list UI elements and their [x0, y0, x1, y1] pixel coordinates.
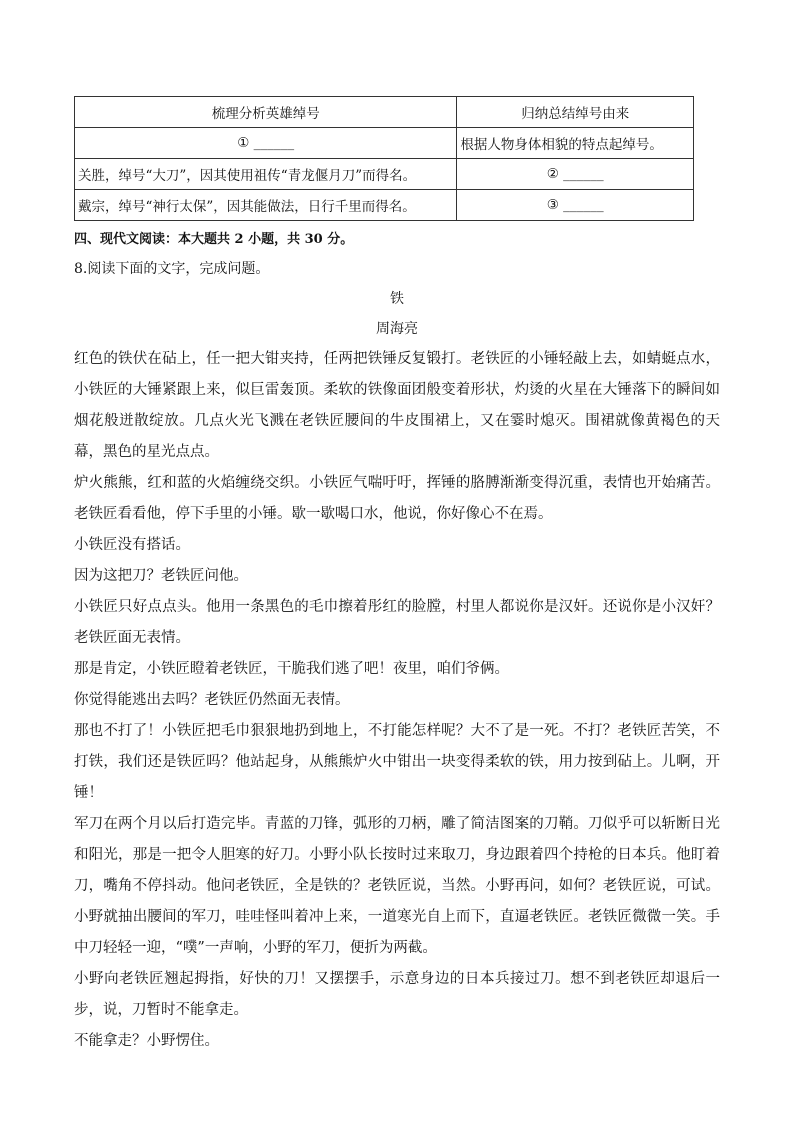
table-header-cell: 归纳总结绰号由来 [457, 97, 694, 128]
article-author: 周海亮 [376, 321, 418, 337]
article-paragraph: 那也不打了！小铁匠把毛巾狠狠地扔到地上，不打能怎样呢？大不了是一死。不打？老铁匠苦笑，不打铁，我们还是铁匠吗？他站起身，从熊熊炉火中钳出一块变得柔软的铁，用力按到砧上。儿啊，开锤！ [74, 723, 720, 801]
article-paragraph: 军刀在两个月以后打造完毕。青蓝的刀锋，弧形的刀柄，雕了简洁图案的刀鞘。刀似乎可以斩断日光和阳光，那是一把令人胆寒的好刀。小野小队长按时过来取刀，身边跟着四个持枪的日本兵。他盯着刀，嘴角不停抖动。他问老铁匠，全是铁的？老铁匠说，当然。小野再问，如何？老铁匠说，可试。小野就抽出腰间的军刀，哇哇怪叫着冲上来，一道寒光自上而下，直逼老铁匠。老铁匠微微一笑。手中刀轻轻一迎，“噗”一声响，小野的军刀，便折为两截。 [74, 816, 720, 956]
article-title: 铁 [390, 291, 404, 307]
table-row [75, 190, 694, 221]
article-paragraph: 那是肯定，小铁匠瞪着老铁匠，干脆我们逃了吧！夜里，咱们爷俩。 [74, 661, 509, 677]
table-row [75, 128, 694, 159]
article-paragraph: 因为这把刀？老铁匠问他。 [74, 568, 248, 584]
table-cell: ① ______ [75, 128, 457, 159]
article-paragraph: 炉火熊熊，红和蓝的火焰缠绕交织。小铁匠气喘吁吁，挥锤的胳膊渐渐变得沉重，表情也开始痛苦。老铁匠看看他，停下手里的小锤。歇一歇喝口水，他说，你好像心不在焉。 [74, 475, 720, 522]
table-cell: ③ ______ [457, 190, 694, 221]
article-paragraph: 你觉得能逃出去吗？老铁匠仍然面无表情。 [74, 692, 350, 708]
nickname-analysis-table [74, 96, 694, 221]
article-paragraph: 不能拿走？小野愣住。 [74, 1033, 219, 1049]
article-paragraph: 红色的铁伏在砧上，任一把大钳夹持，任两把铁锤反复锻打。老铁匠的小锤轻敲上去，如蜻蜓点水，小铁匠的大锤紧跟上来，似巨雷轰顶。柔软的铁像面团般变着形状，灼烫的火星在大锤落下的瞬间如烟花般迸散绽放。几点火光飞溅在老铁匠腰间的牛皮围裙上，又在霎时熄灭。围裙就像黄褐色的天幕，黑色的星光点点。 [74, 351, 720, 460]
article-paragraph: 小铁匠没有搭话。 [74, 537, 190, 553]
section-heading: 四、现代文阅读：本大题共 2 小题，共 30 分。 [74, 232, 354, 247]
table-row [75, 159, 694, 190]
article-paragraph: 小野向老铁匠翘起拇指，好快的刀！又摆摆手，示意身边的日本兵接过刀。想不到老铁匠却退后一步，说，刀暂时不能拿走。 [74, 971, 720, 1018]
question-intro: 8.阅读下面的文字，完成问题。 [74, 261, 270, 277]
table-header-row [75, 97, 694, 128]
table-cell: 根据人物身体相貌的特点起绰号。 [457, 128, 694, 159]
table-cell: ② ______ [457, 159, 694, 190]
table-cell: 戴宗，绰号“神行太保”，因其能做法，日行千里而得名。 [75, 190, 457, 221]
table-cell: 关胜，绰号“大刀”，因其使用祖传“青龙偃月刀”而得名。 [75, 159, 457, 190]
table-header-cell: 梳理分析英雄绰号 [75, 97, 457, 128]
article-body [74, 344, 720, 1057]
article-paragraph: 小铁匠只好点点头。他用一条黑色的毛巾擦着彤红的脸膛，村里人都说你是汉奸。还说你是小汉奸？老铁匠面无表情。 [74, 599, 720, 646]
